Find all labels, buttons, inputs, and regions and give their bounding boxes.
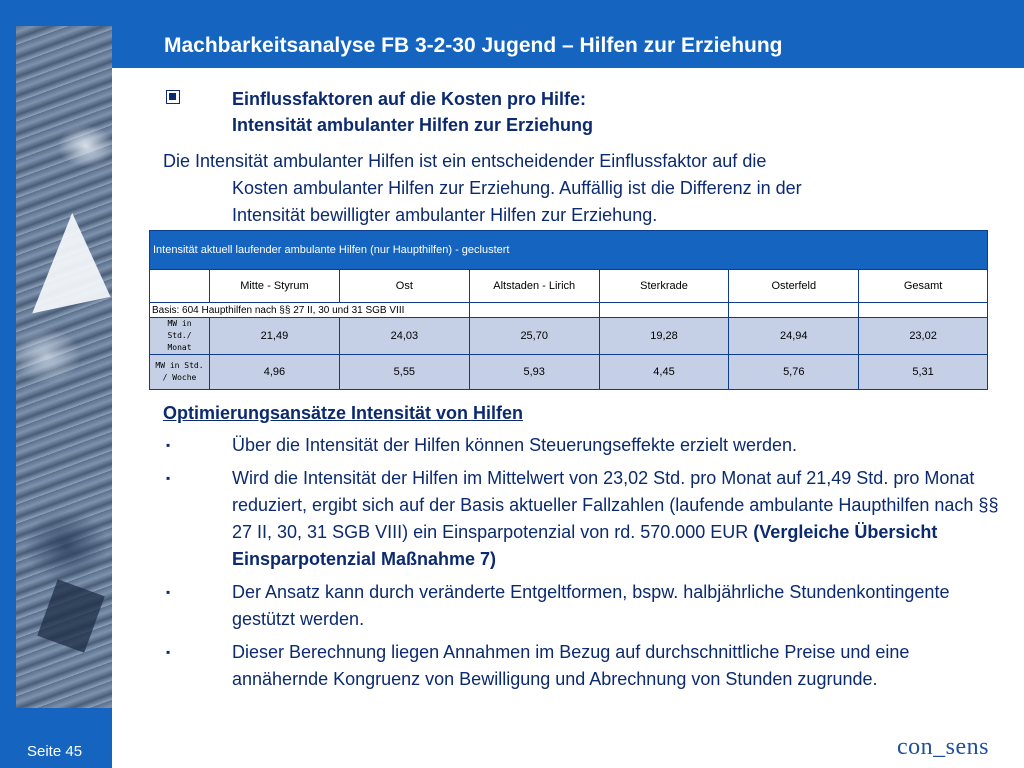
bullet-text: Der Ansatz kann durch veränderte Entgeltformen, bspw. halbjährliche Stundenkontingente gestützt werden. <box>232 582 950 629</box>
intro-line-2: Kosten ambulanter Hilfen zur Erziehung. Auffällig ist die Differenz in der <box>232 178 802 198</box>
list-item <box>163 579 1008 633</box>
bullet-list <box>163 432 1008 693</box>
row-label-line: MW in Std. <box>155 361 204 370</box>
table-cell: 5,55 <box>339 355 469 390</box>
table-row <box>150 355 988 390</box>
intro-paragraph <box>163 148 1008 229</box>
bullet-text: Über die Intensität der Hilfen können Steuerungseffekte erzielt werden. <box>232 435 798 455</box>
table-cell <box>729 303 859 318</box>
table-caption: Intensität aktuell laufender ambulante Hilfen (nur Haupthilfen) - geclustert <box>150 231 988 270</box>
bullet-text: Wird die Intensität der Hilfen im Mittelwert von 23,02 Std. pro Monat auf 21,49 Std. pro Monat reduziert, ergibt sich auf der Basis aktueller Fallzahlen (laufende ambulante Haupthilfen nach §§ 27 II, 30, 31 SGB VIII) ein Einsparpotenzial von rd. 570.000 EUR <box>232 468 999 542</box>
column-header: Ost <box>339 270 469 303</box>
table-cell: 5,76 <box>729 355 859 390</box>
decorative-photo <box>16 26 112 708</box>
page-number: Seite 45 <box>27 743 83 760</box>
table-basis-row <box>150 303 988 318</box>
photo-detail <box>14 209 111 314</box>
bullet-icon: ▪ <box>166 471 171 485</box>
column-header: Sterkrade <box>599 270 729 303</box>
column-header: Osterfeld <box>729 270 859 303</box>
row-label <box>150 355 210 390</box>
table-basis-note: Basis: 604 Haupthilfen nach §§ 27 II, 30 und 31 SGB VIII <box>150 303 470 318</box>
table-cell <box>859 303 988 318</box>
row-label-line: MW in <box>167 319 192 328</box>
intensity-table <box>149 230 988 390</box>
heading-row <box>163 86 1008 138</box>
column-header: Mitte - Styrum <box>209 270 339 303</box>
table-header-row <box>150 270 988 303</box>
column-header: Altstaden - Lirich <box>469 270 599 303</box>
table-cell <box>469 303 599 318</box>
table-cell: 21,49 <box>209 318 339 355</box>
company-logo: con_sens <box>897 734 989 760</box>
bullet-text: Dieser Berechnung liegen Annahmen im Bezug auf durchschnittliche Preise und eine annähernde Kongruenz von Bewilligung und Abrechnung von Stunden zugrunde. <box>232 642 910 689</box>
heading-line-1: Einflussfaktoren auf die Kosten pro Hilfe: <box>232 89 587 109</box>
table-cell: 5,93 <box>469 355 599 390</box>
table-cell: 25,70 <box>469 318 599 355</box>
intro-line-3: Intensität bewilligter ambulanter Hilfen zur Erziehung. <box>232 205 658 225</box>
intro-line-1: Die Intensität ambulanter Hilfen ist ein entscheidender Einflussfaktor auf die <box>163 151 767 171</box>
section-heading <box>232 86 593 138</box>
table-cell: 4,96 <box>209 355 339 390</box>
heading-line-2: Intensität ambulanter Hilfen zur Erziehung <box>232 115 594 135</box>
table-cell <box>599 303 729 318</box>
table-cell: 5,31 <box>859 355 988 390</box>
list-item <box>163 465 1008 573</box>
optimization-section <box>163 400 1008 699</box>
table-cell: 4,45 <box>599 355 729 390</box>
bullet-icon: ▪ <box>166 438 171 452</box>
content-area <box>163 86 1008 229</box>
left-accent-strip <box>0 0 16 768</box>
row-label <box>150 318 210 355</box>
row-label-line: Monat <box>167 343 192 352</box>
table-cell: 24,94 <box>729 318 859 355</box>
top-bar <box>16 0 1024 26</box>
section-title: Optimierungsansätze Intensität von Hilfen <box>163 403 524 423</box>
square-bullet-icon <box>166 90 180 104</box>
table-cell: 23,02 <box>859 318 988 355</box>
bullet-reference: (Vergleiche Übersicht Einsparpotenzial Maßnahme 7) <box>232 522 938 569</box>
slide-title: Machbarkeitsanalyse FB 3-2-30 Jugend – Hilfen zur Erziehung <box>164 34 783 57</box>
bullet-icon: ▪ <box>166 645 171 659</box>
photo-detail <box>37 579 105 652</box>
column-header: Gesamt <box>859 270 988 303</box>
table-row <box>150 318 988 355</box>
list-item <box>163 432 1008 459</box>
row-label-line: Std./ <box>167 331 192 340</box>
row-label-line: / Woche <box>162 373 197 382</box>
table-header-empty <box>150 270 210 303</box>
list-item <box>163 639 1008 693</box>
table-cell: 19,28 <box>599 318 729 355</box>
bullet-icon: ▪ <box>166 585 171 599</box>
table-cell: 24,03 <box>339 318 469 355</box>
